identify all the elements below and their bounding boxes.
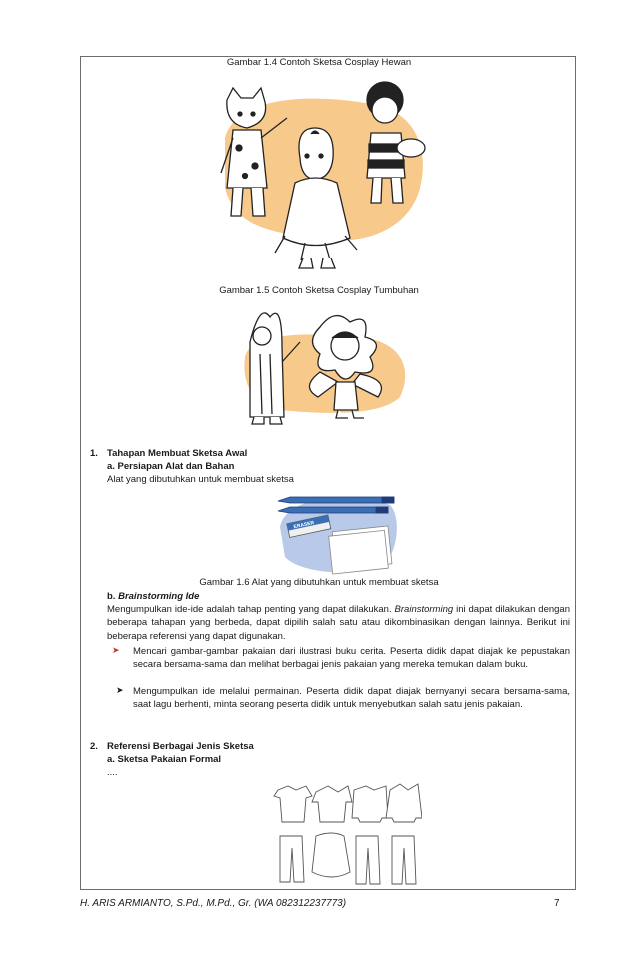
section-2-ellipsis: .... [107, 767, 118, 778]
caption-fig-1-5: Gambar 1.5 Contoh Sketsa Cosplay Tumbuhan [219, 285, 419, 296]
section-1-title: Tahapan Membuat Sketsa Awal [107, 448, 248, 459]
bullet-arrow-icon: ➤ [116, 685, 124, 695]
para-part-2: ini dapat dilakukan dengan beberapa tahapan yang berbeda, dapat dipilih salah satu atau dikombinasikan dengan lainnya. Berikut ini beberapa referensi yang dapat digunakan. [107, 604, 570, 642]
footer-author: H. ARIS ARMIANTO, S.Pd., M.Pd., Gr. (WA 082312237773) [80, 898, 347, 909]
section-1-number: 1. [90, 448, 98, 459]
subsection-a-title: a. Persiapan Alat dan Bahan [107, 461, 235, 472]
subsection-b-prefix: b. [107, 591, 119, 602]
subsection-a-text: Alat yang dibutuhkan untuk membuat sketsa [107, 474, 294, 485]
bullet-item-2: Mengumpulkan ide melalui permainan. Peserta didik dapat diajak bernyanyi secara bersama-sama, saat lagu berhenti, minta seorang peserta didik untuk menyebutkan salah satu jenis pakaian. [133, 686, 570, 711]
bullet-item-1: Mencari gambar-gambar pakaian dari ilustrasi buku cerita. Peserta didik dapat diajak ke pepustakan secara bersama-sama dan melihat berbagai jenis pakaian yang mereka temukan dalam buku. [133, 646, 570, 671]
page-number: 7 [554, 898, 560, 909]
section-2-sub-a: a. Sketsa Pakaian Formal [107, 754, 222, 765]
eraser-label: ERASER [293, 520, 315, 531]
animal-cosplay-illustration [215, 78, 430, 273]
para-part-1: Mengumpulkan ide-ide adalah tahap penting yang dapat dilakukan. [107, 604, 395, 615]
caption-fig-1-6: Gambar 1.6 Alat yang dibutuhkan untuk membuat sketsa [199, 577, 439, 588]
drawing-tools-illustration [270, 487, 400, 575]
subsection-b-italic: Brainstorming Ide [118, 591, 200, 602]
caption-fig-1-4: Gambar 1.4 Contoh Sketsa Cosplay Hewan [226, 57, 412, 68]
subsection-b-title [107, 590, 199, 603]
section-2-title: Referensi Berbagai Jenis Sketsa [107, 741, 254, 752]
formal-clothing-sketches [272, 782, 422, 888]
section-2-number: 2. [90, 741, 98, 752]
para-emphasis: Brainstorming [394, 604, 454, 615]
bullet-arrow-icon: ➤ [112, 645, 120, 655]
plant-cosplay-illustration [240, 302, 415, 427]
brainstorming-paragraph [107, 603, 570, 643]
